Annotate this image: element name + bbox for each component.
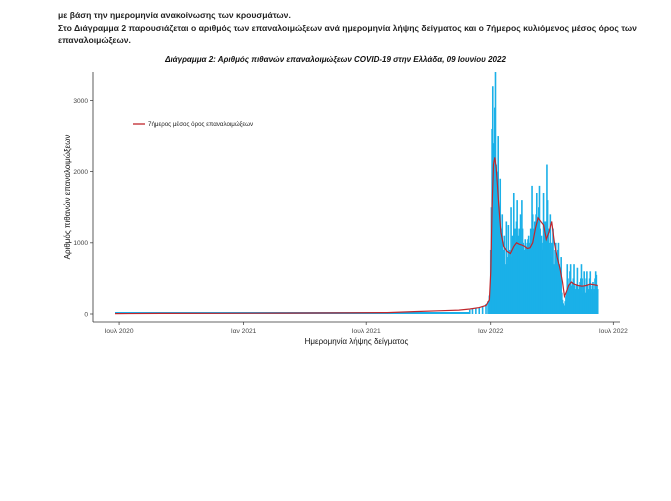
intro-line-2: Στο Διάγραμμα 2 παρουσιάζεται ο αριθμός των επαναλοιμώξεων ανά ημερομηνία λήψης δείγματος και ο 7ήμερος κυλιόμενος μέσος όρος των επαναλοιμώξεων. — [58, 22, 637, 46]
x-tick-label: Ιαν 2022 — [478, 328, 504, 335]
x-tick-label: Ιουλ 2020 — [104, 328, 134, 335]
x-tick-label: Ιουλ 2022 — [598, 328, 628, 335]
y-tick-label: 0 — [84, 311, 88, 319]
bar — [469, 310, 471, 314]
bar — [475, 308, 477, 314]
bars-series — [115, 72, 599, 314]
legend-label: 7ήμερος μέσος όρος επαναλοιμώξεων — [148, 121, 254, 129]
legend — [133, 121, 253, 128]
y-tick-label: 3000 — [73, 97, 88, 105]
y-tick-label: 2000 — [73, 168, 88, 176]
bar — [482, 306, 484, 314]
x-tick-label: Ιαν 2021 — [230, 328, 257, 335]
x-tick-label: Ιουλ 2021 — [351, 328, 381, 335]
intro-line-1: με βάση την ημερομηνία ανακοίνωσης των κρουσμάτων. — [58, 10, 291, 20]
x-axis-title: Ημερομηνία λήψης δείγματος — [304, 337, 409, 346]
figure-reference: Διάγραμμα 2 — [73, 22, 127, 33]
chart-title: Διάγραμμα 2: Αριθμός πιθανών επαναλοιμώξεων COVID-19 στην Ελλάδα, 09 Ιουνίου 2022 — [165, 55, 506, 64]
bar — [597, 289, 599, 314]
y-tick-label: 1000 — [73, 240, 88, 248]
y-axis-title: Αριθμός πιθανών επαναλοιμώξεων — [63, 134, 72, 260]
bar — [472, 309, 474, 314]
bar — [478, 308, 480, 314]
